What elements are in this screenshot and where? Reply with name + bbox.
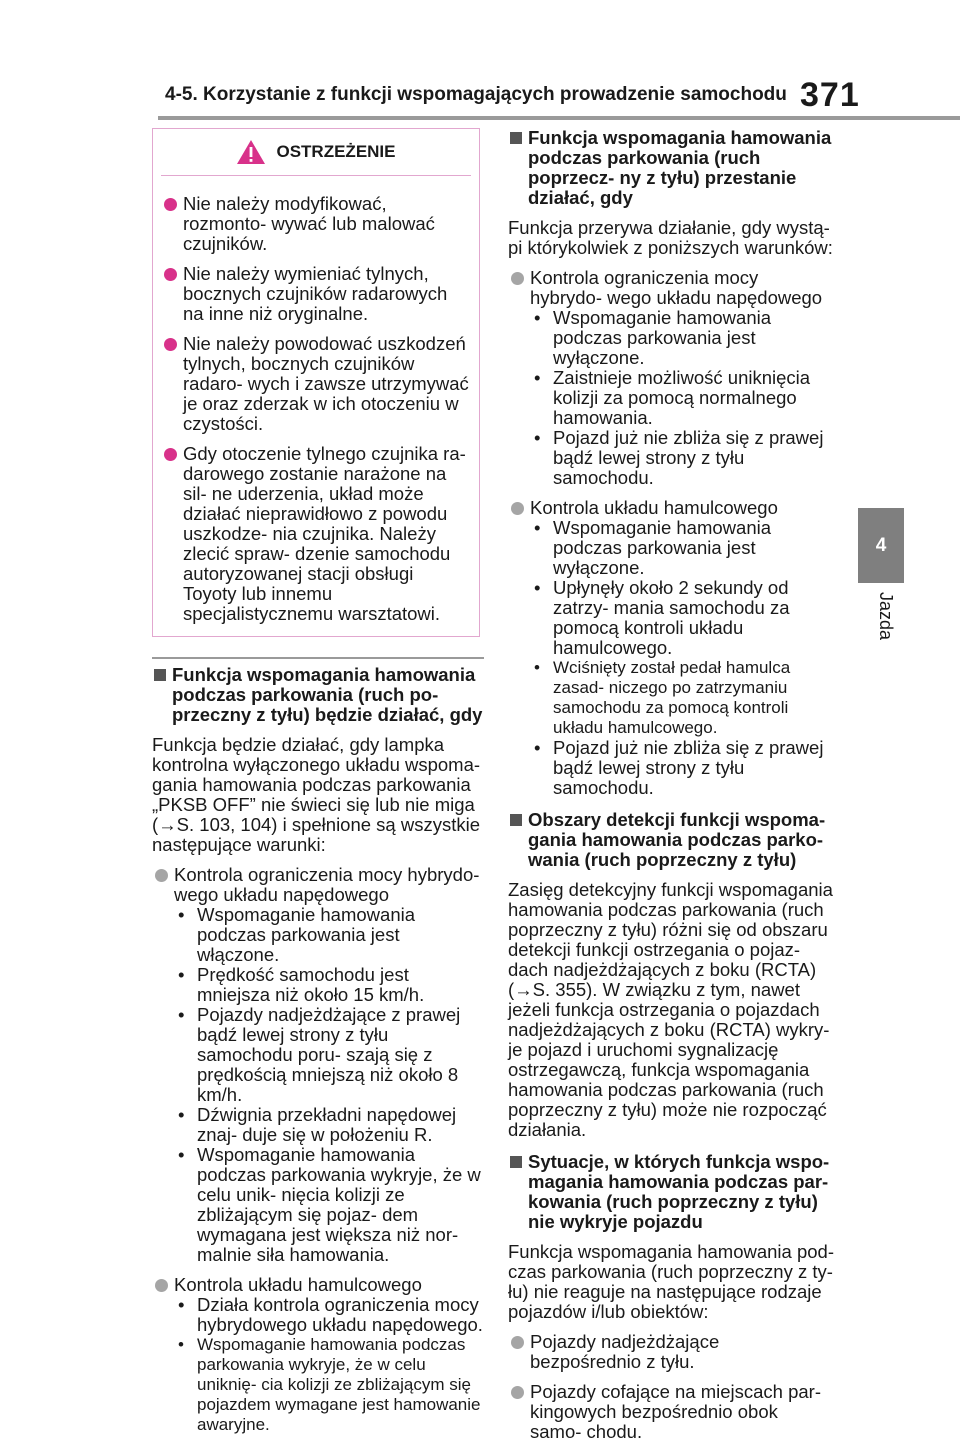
warning-title: OSTRZEŻENIE bbox=[276, 142, 396, 161]
condition-group-title: Kontrola układu hamulcowego bbox=[508, 498, 834, 518]
warning-item: Nie należy powodować uszkodzeń tylnych, bocznych czujników radaro- wych i zawsze utrzymywać je oraz zderzak w ich otoczeniu w czystości. bbox=[161, 334, 471, 434]
condition-item: • Wspomaganie hamowania podczas parkowania wykryje, że w celu unik- nięcia kolizji ze zbliżającym się pojaz- dem wymagana jest większa niż nor- malnie siła hamowania. bbox=[178, 1143, 481, 1265]
warning-box bbox=[152, 128, 480, 637]
condition-item: • Wciśnięty został pedał hamulca zasad- niczego po zatrzymaniu samochodu za pomocą kontroli układu hamulcowego. bbox=[534, 658, 791, 737]
section-divider bbox=[152, 657, 484, 659]
condition-item: • Dźwignia przekładni napędowej znaj- duje się w położeniu R. bbox=[178, 1103, 457, 1145]
condition-item: • Wspomaganie hamowania podczas parkowania jest wyłączone. bbox=[534, 307, 772, 368]
warning-item: Gdy otoczenie tylnego czujnika ra- darowego zostanie narażone na sil- ne uderzenia, układ może działać nieprawidłowo z powodu uszkodze- nia czujnika. Należy zlecić spraw- dzenie samochodu autoryzowanej stacji obsługi Toyoty lub innemu specjalistycznemu warsztatowi. bbox=[161, 444, 471, 624]
section-intro: Funkcja przerywa działanie, gdy wystą- pi którykolwiek z poniższych warunków: bbox=[508, 217, 833, 258]
condition-item: • Wspomaganie hamowania podczas parkowania jest wyłączone. bbox=[534, 517, 772, 578]
warning-item: Nie należy modyfikować, rozmonto- wywać lub malować czujników. bbox=[161, 194, 471, 254]
condition-group-title: Kontrola ograniczenia mocy hybrydo- wego układu napędowego bbox=[152, 865, 484, 905]
condition-group-title: Kontrola układu hamulcowego bbox=[152, 1275, 484, 1295]
list-item: Pojazdy cofające na miejscach par- kingowych bezpośrednio obok samo- chodu. bbox=[508, 1382, 834, 1442]
section-heading: Funkcja wspomagania hamowania podczas parkowania (ruch po- przeczny z tyłu) będzie działać, gdy bbox=[152, 665, 484, 725]
list-item: Pojazdy nadjeżdżające bezpośrednio z tyłu. bbox=[508, 1332, 834, 1372]
section-intro: Funkcja wspomagania hamowania pod- czas parkowania (ruch poprzeczny z ty- łu) nie reaguje na następujące rodzaje pojazdów i/lub obiektów: bbox=[508, 1241, 834, 1322]
condition-item: • Pojazd już nie zbliża się z prawej bądź lewej strony z tyłu samochodu. bbox=[534, 427, 824, 488]
condition-item: • Upłynęły około 2 sekundy od zatrzy- mania samochodu za pomocą kontroli układu hamulcowego. bbox=[534, 577, 790, 658]
right-column bbox=[508, 128, 834, 1442]
section-heading: Obszary detekcji funkcji wspoma- gania hamowania podczas parko- wania (ruch poprzeczny z tyłu) bbox=[508, 810, 834, 870]
condition-item: • Zaistnieje możliwość uniknięcia kolizji za pomocą normalnego hamowania. bbox=[534, 367, 811, 428]
left-column bbox=[152, 128, 484, 1435]
condition-item: • Pojazdy nadjeżdżające z prawej bądź lewej strony z tyłu samochodu poru- szają się z prędkością mniejszą niż około 8 km/h. bbox=[178, 1003, 461, 1105]
condition-item: • Prędkość samochodu jest mniejsza niż około 15 km/h. bbox=[178, 963, 425, 1005]
warning-header bbox=[161, 129, 471, 176]
section-body: Zasięg detekcyjny funkcji wspomagania hamowania podczas parkowania (ruch poprzeczny z tyłu) różni się od obszaru detekcji funkcji ostrzegania o pojaz- dach nadjeżdżających z boku (RCTA) (→S. 355). W związku z tym, nawet jeżeli funkcja ostrzegania o pojazdach nadjeżdżających z boku (RCTA) wykry- je pojazd i uruchomi sygnalizację ostrzegawczą, funkcja wspomagania hamowania podczas parkowania (ruch poprzeczny z tyłu) może nie rozpocząć działania. bbox=[508, 879, 833, 1140]
chapter-number: 4 bbox=[875, 534, 887, 556]
chapter-tab[interactable] bbox=[858, 508, 904, 583]
header-rule bbox=[158, 116, 960, 120]
page-number: 371 bbox=[800, 76, 860, 114]
chapter-label: Jazda bbox=[876, 592, 896, 641]
condition-item: • Wspomaganie hamowania podczas parkowania wykryje, że w celu uniknię- cia kolizji ze zbliżającym się pojazdem wymagane jest hamowanie awaryjne. bbox=[178, 1334, 481, 1434]
header-title: 4-5. Korzystanie z funkcji wspomagających prowadzenie samochodu bbox=[165, 84, 787, 105]
condition-item: • Pojazd już nie zbliża się z prawej bądź lewej strony z tyłu samochodu. bbox=[534, 737, 824, 798]
warning-triangle-icon bbox=[236, 139, 266, 165]
section-heading: Funkcja wspomagania hamowania podczas parkowania (ruch poprzecz- ny z tyłu) przestanie działać, gdy bbox=[508, 128, 834, 208]
section-intro: Funkcja będzie działać, gdy lampka kontrolna wyłączonego układu wspoma- gania hamowania podczas parkowania „PKSB OFF” nie świeci się lub nie miga (→S. 103, 104) i spełnione są wszystkie następujące warunki: bbox=[152, 733, 481, 855]
section-heading: Sytuacje, w których funkcja wspo- magania hamowania podczas par- kowania (ruch poprzeczny z tyłu) nie wykryje pojazdu bbox=[508, 1152, 834, 1232]
warning-item: Nie należy wymieniać tylnych, bocznych czujników radarowych na inne niż oryginalne. bbox=[161, 264, 471, 324]
condition-group-title: Kontrola ograniczenia mocy hybrydo- wego układu napędowego bbox=[508, 268, 834, 308]
condition-item: • Wspomaganie hamowania podczas parkowania jest włączone. bbox=[178, 903, 416, 965]
condition-item: • Działa kontrola ograniczenia mocy hybrydowego układu napędowego. bbox=[178, 1293, 483, 1335]
